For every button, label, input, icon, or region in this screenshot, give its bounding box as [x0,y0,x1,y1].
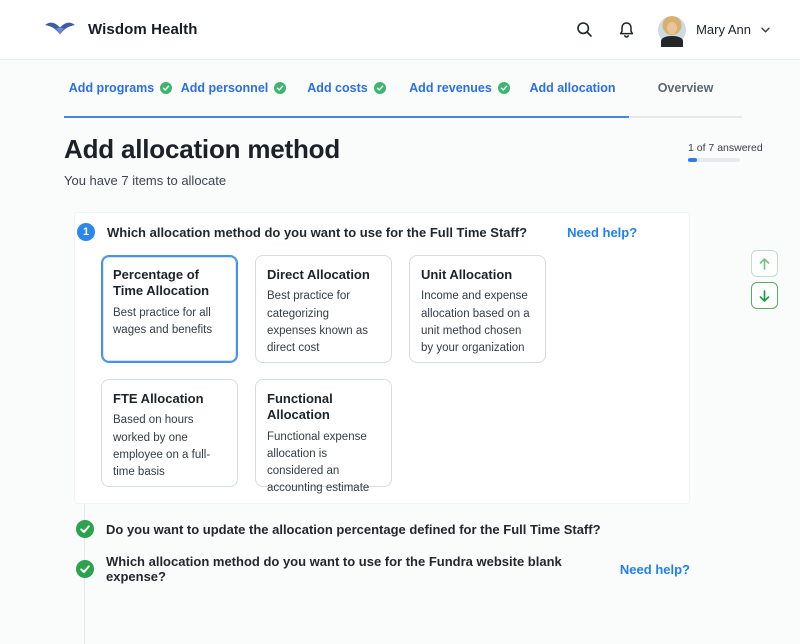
option-card-functional[interactable] [255,379,392,495]
tab-add-costs[interactable] [290,60,403,118]
option-card-direct[interactable] [255,255,392,363]
check-circle-icon [274,82,286,94]
tab-label: Add allocation [529,81,616,95]
answered-check-icon [76,560,94,578]
question-text: Which allocation method do you want to use for the Fundra website blank expense? [106,554,562,584]
arrow-down-icon [758,289,771,303]
option-title: Percentage of Time Allocation [113,267,210,299]
brand-bird-icon [44,20,76,40]
need-help-link[interactable]: Need help? [567,224,638,240]
tab-add-personnel[interactable] [177,60,290,118]
check-circle-icon [374,82,386,94]
answered-check-icon [76,520,94,538]
questions-list [74,212,690,584]
check-circle-icon [160,82,172,94]
user-avatar [658,16,686,44]
notifications-bell-icon[interactable] [616,20,636,40]
option-title: Functional Allocation [267,391,333,423]
option-title: FTE Allocation [113,391,204,406]
user-menu[interactable] [658,16,770,44]
app-header [0,0,800,60]
option-card-unit[interactable] [409,255,546,363]
main-content [0,118,800,610]
question-3-row[interactable] [74,554,690,584]
page-subtitle: You have 7 items to allocate [64,173,227,188]
question-text: Which allocation method do you want to use for the Full Time Staff? [107,224,528,240]
option-card-percentage-of-time[interactable] [101,255,238,363]
tab-add-programs[interactable] [64,60,177,118]
step-tabs [64,60,742,118]
tab-add-revenues[interactable] [403,60,516,118]
tab-add-allocation[interactable] [516,60,629,118]
arrow-up-icon [758,257,771,271]
progress-fill [688,158,697,162]
chevron-down-icon [761,27,770,33]
option-card-fte[interactable] [101,379,238,487]
question-text: Do you want to update the allocation percentage defined for the Full Time Staff? [106,521,601,537]
option-description: Based on hours worked by one employee on a full-time basis [113,414,211,478]
check-circle-icon [498,82,510,94]
need-help-link[interactable]: Need help? [619,561,690,577]
progress-label: 1 of 7 answered [688,142,763,154]
tab-label: Add revenues [409,81,492,95]
tab-label: Overview [657,81,714,95]
tab-overview[interactable] [629,60,742,118]
option-title: Direct Allocation [267,267,370,282]
page-title: Add allocation method [64,134,341,164]
next-question-button[interactable] [751,282,778,309]
header-actions [574,16,770,44]
previous-question-button[interactable] [751,250,778,277]
search-icon[interactable] [574,20,594,40]
user-name: Mary Ann [696,22,751,37]
brand-name: Wisdom Health [88,21,198,38]
allocation-options-grid [101,255,561,495]
option-description: Income and expense allocation based on a unit method chosen by your organization [421,290,530,354]
option-description: Best practice for all wages and benefits [113,306,213,336]
tab-label: Add programs [68,81,155,95]
option-description: Functional expense allocation is considered an accounting estimate [267,430,370,495]
question-number-badge: 1 [77,223,95,241]
brand [44,20,198,40]
progress-indicator [688,142,763,162]
question-1-row [77,223,675,241]
tab-label: Add costs [307,81,368,95]
question-2-row[interactable] [74,520,690,538]
option-title: Unit Allocation [421,267,513,282]
question-nav [751,250,778,309]
tab-label: Add personnel [180,81,269,95]
question-1-panel [74,212,690,504]
option-description: Best practice for categorizing expenses known as direct cost [267,290,369,354]
progress-track [688,158,740,162]
